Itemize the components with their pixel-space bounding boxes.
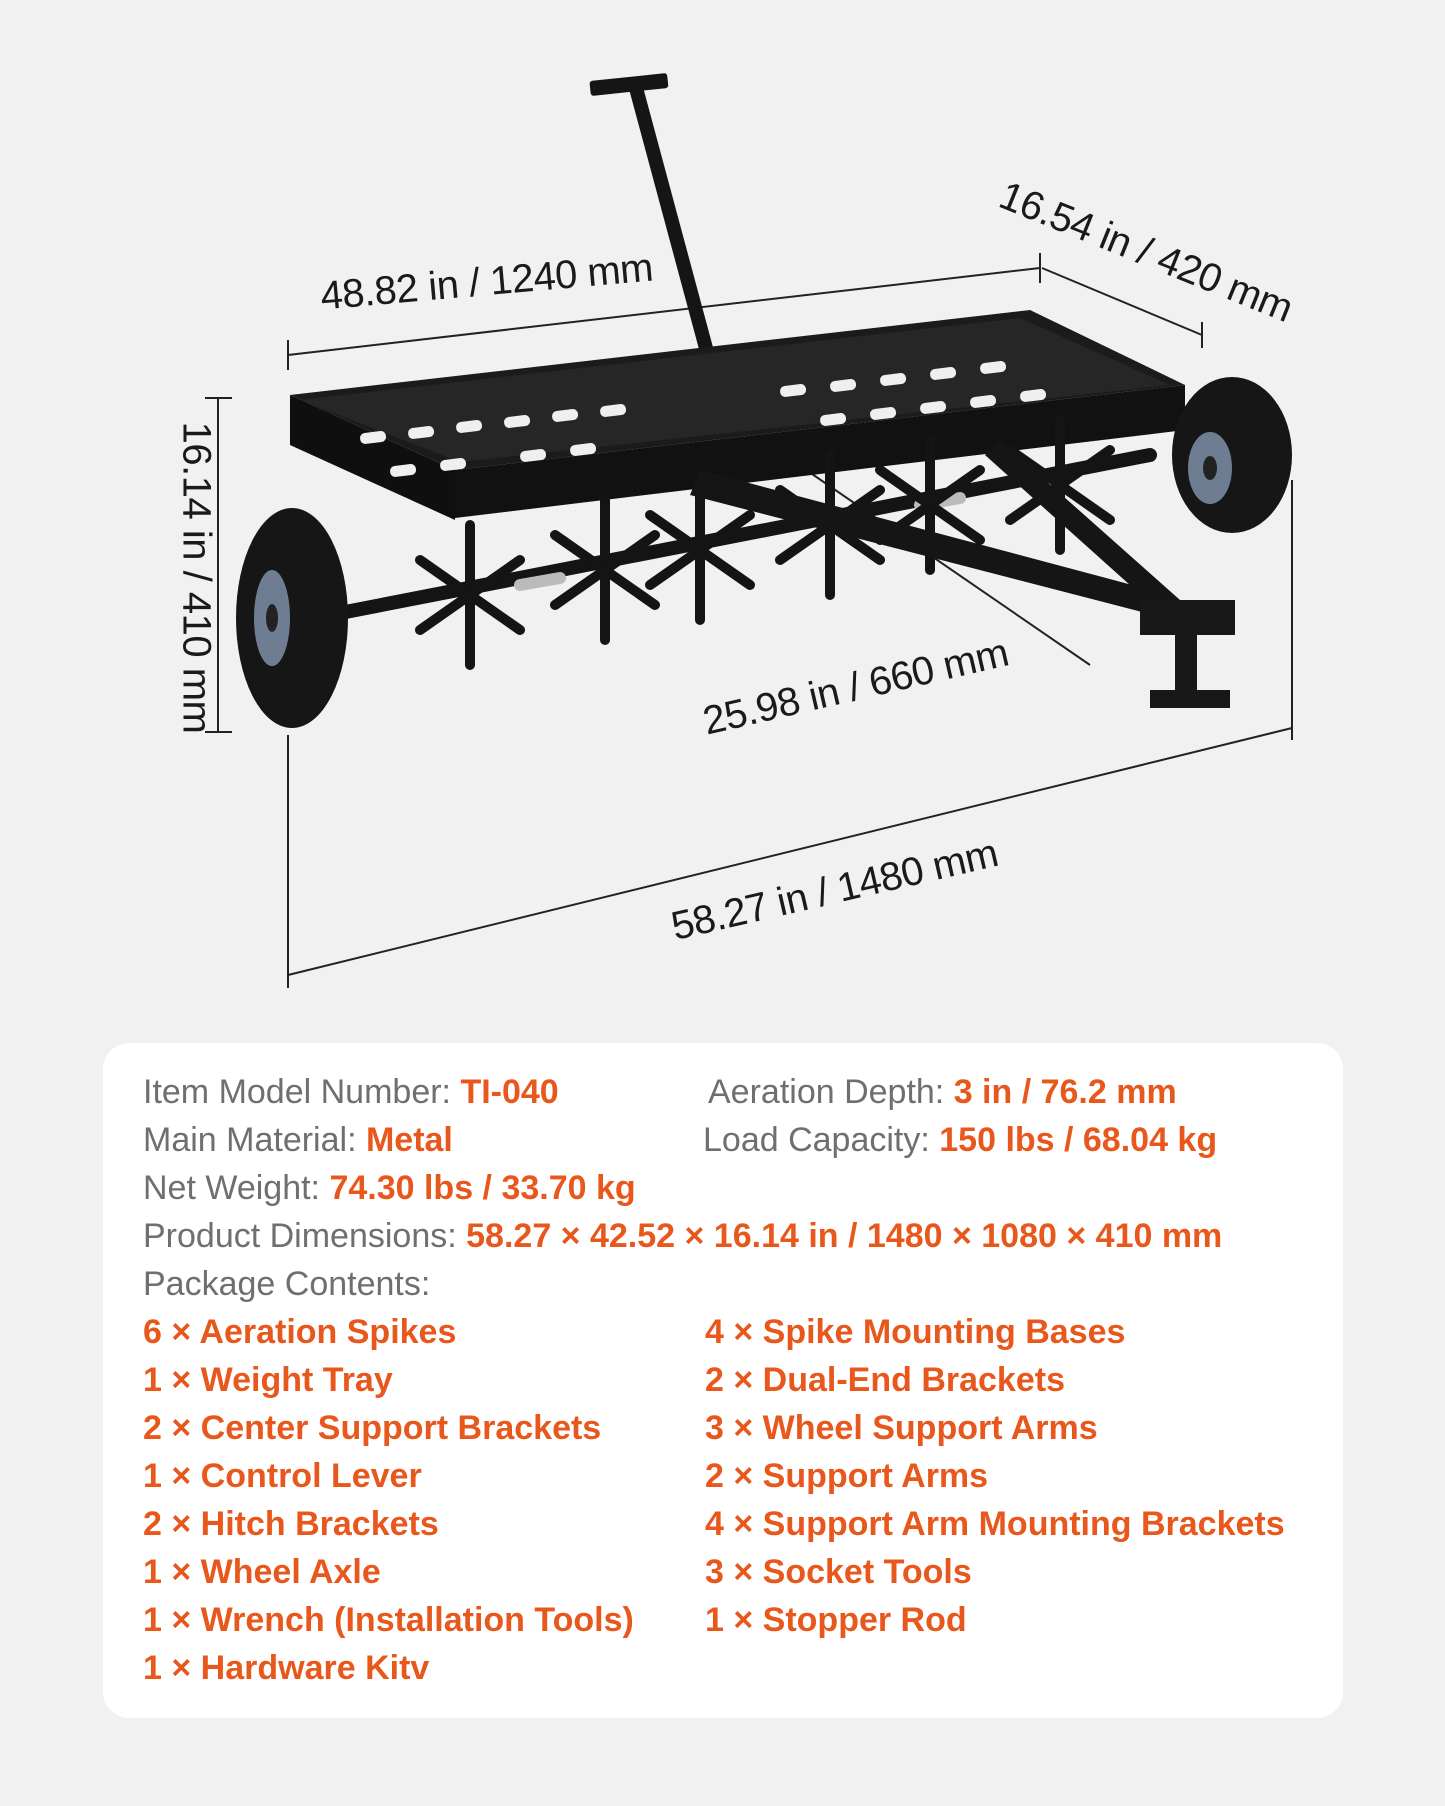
package-item: 4 × Support Arm Mounting Brackets — [705, 1505, 1285, 1543]
package-item: 6 × Aeration Spikes — [143, 1313, 457, 1351]
package-item: 1 × Hardware Kitv — [143, 1649, 430, 1687]
specs-card — [103, 1043, 1343, 1718]
spec-weight — [143, 1169, 636, 1208]
package-item: 3 × Wheel Support Arms — [705, 1409, 1098, 1447]
spec-material-label: Main Material: — [143, 1121, 366, 1159]
spec-weight-value: 74.30 lbs / 33.70 kg — [329, 1169, 636, 1207]
package-item: 2 × Center Support Brackets — [143, 1409, 602, 1447]
package-item: 1 × Stopper Rod — [705, 1601, 967, 1639]
package-item: 4 × Spike Mounting Bases — [705, 1313, 1126, 1351]
dimension-length-label: 58.27 in / 1480 mm — [667, 831, 1002, 949]
package-item: 1 × Wrench (Installation Tools) — [143, 1601, 634, 1639]
spec-depth-label: Aeration Depth: — [708, 1073, 954, 1111]
dimension-hitch-label: 25.98 in / 660 mm — [698, 630, 1013, 744]
dimension-width-label: 48.82 in / 1240 mm — [318, 245, 655, 319]
package-item: 3 × Socket Tools — [705, 1553, 972, 1591]
dimension-height-label: 16.14 in / 410 mm — [174, 421, 219, 734]
package-item: 2 × Dual-End Brackets — [705, 1361, 1065, 1399]
spec-model-value: TI-040 — [460, 1073, 559, 1111]
spec-material-value: Metal — [365, 1121, 453, 1159]
package-contents-heading: Package Contents: — [143, 1265, 431, 1303]
package-item: 1 × Wheel Axle — [143, 1553, 381, 1591]
spec-product-dimensions — [143, 1217, 1222, 1256]
spec-capacity-value: 150 lbs / 68.04 kg — [939, 1121, 1218, 1159]
dimension-depth-label: 16.54 in / 420 mm — [993, 173, 1299, 331]
package-item: 1 × Control Lever — [143, 1457, 422, 1495]
package-item: 1 × Weight Tray — [143, 1361, 393, 1399]
wheel-right — [1172, 377, 1292, 533]
spec-capacity — [703, 1121, 1217, 1160]
spec-capacity-label: Load Capacity: — [703, 1121, 940, 1159]
spec-product-dimensions-value: 58.27 × 42.52 × 16.14 in / 1480 × 1080 × 410 mm — [466, 1217, 1223, 1255]
spec-model-label: Item Model Number: — [143, 1073, 461, 1111]
spec-depth — [708, 1073, 1177, 1112]
spec-weight-label: Net Weight: — [143, 1169, 330, 1207]
spec-depth-value: 3 in / 76.2 mm — [953, 1073, 1177, 1111]
spec-model — [143, 1073, 559, 1112]
package-item: 2 × Hitch Brackets — [143, 1505, 439, 1543]
spec-material — [143, 1121, 453, 1160]
wheel-left — [236, 508, 348, 728]
package-item: 2 × Support Arms — [705, 1457, 989, 1495]
spec-product-dimensions-label: Product Dimensions: — [143, 1217, 467, 1255]
